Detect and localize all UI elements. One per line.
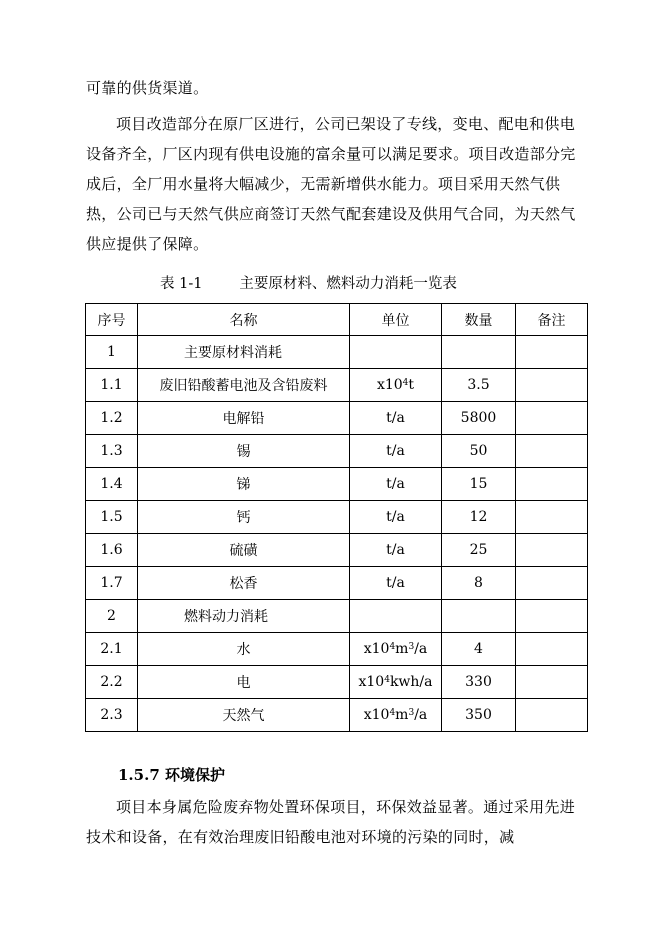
- cell-unit: [350, 600, 442, 633]
- cell-no: 2.3: [86, 699, 138, 732]
- table-row: [86, 633, 588, 666]
- unit-unit-exp2: 3: [408, 642, 415, 652]
- cell-note: [516, 369, 588, 402]
- unit-unit-base: t/a: [386, 575, 405, 591]
- cell-qty: 50: [442, 435, 516, 468]
- cell-note: [516, 534, 588, 567]
- cell-name: 废旧铅酸蓄电池及含铅废料: [138, 369, 350, 402]
- header-qty: 数量: [442, 304, 516, 336]
- unit-unit-base: t/a: [386, 410, 405, 426]
- cell-name: 松香: [138, 567, 350, 600]
- cell-name: 电解铅: [138, 402, 350, 435]
- header-name: 名称: [138, 304, 350, 336]
- cell-name: 天然气: [138, 699, 350, 732]
- cell-qty: 330: [442, 666, 516, 699]
- unit-unit-exp: 4: [402, 378, 409, 388]
- cell-qty: [442, 336, 516, 369]
- cell-no: 2: [86, 600, 138, 633]
- cell-qty: [442, 600, 516, 633]
- table-row: [86, 336, 588, 369]
- cell-qty: 25: [442, 534, 516, 567]
- cell-no: 1.5: [86, 501, 138, 534]
- unit-unit-rest: t: [408, 377, 415, 393]
- cell-unit: [350, 336, 442, 369]
- unit-unit-base: t/a: [386, 476, 405, 492]
- table-row: [86, 468, 588, 501]
- cell-unit: [350, 369, 442, 402]
- table-row: [86, 435, 588, 468]
- cell-name: 燃料动力消耗: [138, 600, 350, 633]
- cell-note: [516, 567, 588, 600]
- cell-unit: [350, 501, 442, 534]
- cell-note: [516, 699, 588, 732]
- table-row: [86, 501, 588, 534]
- unit-unit-base: t/a: [386, 443, 405, 459]
- cell-note: [516, 666, 588, 699]
- unit-unit-rest: m: [395, 641, 409, 657]
- unit-unit-rest: m: [395, 707, 409, 723]
- section-heading: 1.5.7 环境保护: [118, 766, 225, 784]
- table-header-row: [86, 304, 588, 336]
- unit-unit-base: x10: [363, 707, 390, 723]
- header-note: 备注: [516, 304, 588, 336]
- table-body: [86, 336, 588, 732]
- table-row: [86, 600, 588, 633]
- unit-unit-exp: 4: [389, 642, 396, 652]
- paragraph-supply: 项目改造部分在原厂区进行，公司已架设了专线，变电、配电和供电设备齐全，厂区内现有供电设施的富余量可以满足要求。项目改造部分完成后，全厂用水量将大幅减少，无需新增供水能力。项目采用天然气供热，公司已与天然气供应商签订天然气配套建设及供用气合同，为天然气供应提供了保障。: [86, 115, 576, 253]
- cell-note: [516, 501, 588, 534]
- unit-unit-base: t/a: [386, 542, 405, 558]
- cell-no: 2.1: [86, 633, 138, 666]
- cell-no: 1.4: [86, 468, 138, 501]
- table-row: [86, 699, 588, 732]
- unit-unit-exp: 4: [384, 675, 390, 685]
- paragraph-continuation: 可靠的供货渠道。: [86, 79, 209, 97]
- cell-no: 1.6: [86, 534, 138, 567]
- table-row: [86, 567, 588, 600]
- header-no: 序号: [86, 304, 138, 336]
- cell-note: [516, 633, 588, 666]
- cell-unit: [350, 699, 442, 732]
- cell-unit: [350, 402, 442, 435]
- cell-unit: [350, 468, 442, 501]
- cell-name: 硫磺: [138, 534, 350, 567]
- cell-unit: [350, 633, 442, 666]
- paragraph-environment: 项目本身属危险废弃物处置环保项目，环保效益显著。通过采用先进技术和设备，在有效治理废旧铅酸电池对环境的污染的同时，减: [86, 798, 576, 846]
- unit-unit-exp2: 3: [408, 708, 415, 718]
- table-row: [86, 402, 588, 435]
- cell-name: 水: [138, 633, 350, 666]
- cell-no: 1.3: [86, 435, 138, 468]
- cell-no: 1.1: [86, 369, 138, 402]
- table-row: [86, 369, 588, 402]
- cell-no: 1.7: [86, 567, 138, 600]
- materials-table: [85, 303, 588, 732]
- cell-unit: [350, 534, 442, 567]
- unit-unit-base: x10: [363, 641, 390, 657]
- cell-qty: 12: [442, 501, 516, 534]
- unit-unit-base: t/a: [386, 509, 405, 525]
- cell-qty: 4: [442, 633, 516, 666]
- cell-name: 锑: [138, 468, 350, 501]
- cell-name: 电: [138, 666, 350, 699]
- cell-qty: 5800: [442, 402, 516, 435]
- cell-unit: [350, 666, 442, 699]
- cell-qty: 8: [442, 567, 516, 600]
- cell-unit: [350, 567, 442, 600]
- cell-name: 锡: [138, 435, 350, 468]
- unit-unit-exp: 4: [389, 708, 396, 718]
- cell-no: 1.2: [86, 402, 138, 435]
- cell-name: 钙: [138, 501, 350, 534]
- cell-note: [516, 600, 588, 633]
- cell-note: [516, 336, 588, 369]
- unit-unit-base: x10: [358, 674, 385, 690]
- header-unit: 单位: [350, 304, 442, 336]
- unit-unit-base: x10: [376, 377, 403, 393]
- table-row: [86, 666, 588, 699]
- table-row: [86, 534, 588, 567]
- unit-unit-tail: /a: [414, 641, 428, 657]
- unit-unit-rest: kwh/a: [389, 674, 433, 690]
- cell-note: [516, 402, 588, 435]
- cell-note: [516, 468, 588, 501]
- table-caption: 表 1-1 主要原材料、燃料动力消耗一览表: [160, 276, 457, 292]
- cell-qty: 3.5: [442, 369, 516, 402]
- cell-no: 2.2: [86, 666, 138, 699]
- cell-name: 主要原材料消耗: [138, 336, 350, 369]
- cell-qty: 15: [442, 468, 516, 501]
- cell-no: 1: [86, 336, 138, 369]
- cell-qty: 350: [442, 699, 516, 732]
- cell-unit: [350, 435, 442, 468]
- unit-unit-tail: /a: [414, 707, 428, 723]
- cell-note: [516, 435, 588, 468]
